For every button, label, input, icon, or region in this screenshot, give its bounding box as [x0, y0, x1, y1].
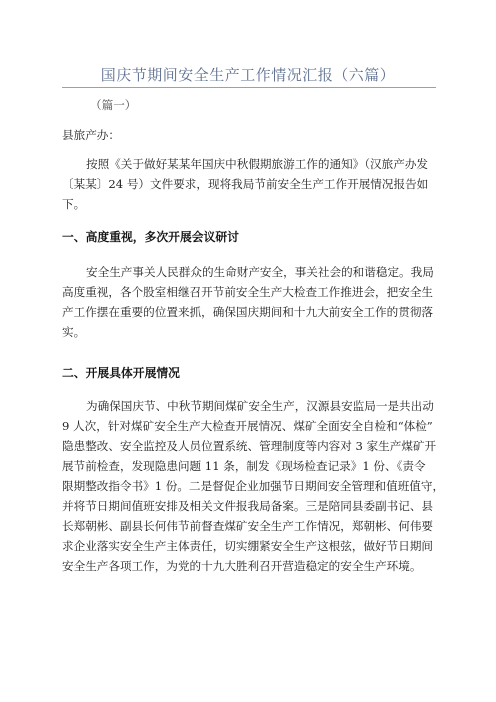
section-heading: 二、开展具体开展情况 — [62, 366, 180, 380]
title-divider — [62, 87, 436, 88]
intro-line: 〔某某〕24 号）文件要求，现将我局节前安全生产工作开展情况报告如 — [62, 177, 429, 191]
paragraph-line: 隐患整改、安全监控及人员位置系统、管理制度等内容对 3 家生产煤矿开 — [62, 439, 437, 453]
paragraph-line: 求企业落实安全生产主体责任，切实绷紧安全生产这根弦，做好节日期间 — [62, 539, 434, 553]
paragraph-line: 高度重视，各个股室相继召开节前安全生产大检查工作推进会，把安全生 — [62, 285, 434, 299]
paragraph-line: 限期整改指令书》1 份。二是督促企业加强节日期间安全管理和值班值守， — [62, 479, 445, 493]
intro-line: 下。 — [62, 197, 86, 211]
paragraph-line: 为确保国庆节、中秋节期间煤矿安全生产，汉源县安监局一是共出动 — [86, 399, 434, 413]
salutation: 县旅产办： — [62, 128, 120, 142]
part-label: （篇一） — [90, 98, 137, 112]
intro-line: 按照《关于做好某某年国庆中秋假期旅游工作的通知》（汉旅产办发 — [86, 157, 429, 171]
paragraph-line: 并将节日期间值班安排及相关文件报我局备案。三是陪同县委副书记、县 — [62, 499, 434, 513]
paragraph-line: 安全生产事关人民群众的生命财产安全，事关社会的和谐稳定。我局 — [86, 265, 434, 279]
section-heading: 一、高度重视，多次开展会议研讨 — [62, 230, 239, 244]
paragraph-line: 长郑朝彬、副县长何伟节前督查煤矿安全生产工作情况，郑朝彬、何伟要 — [62, 519, 434, 533]
paragraph-line: 展节前检查，发现隐患问题 11 条，制发《现场检查记录》1 份、《责令 — [62, 459, 426, 473]
paragraph-line: 产工作摆在重要的位置来抓，确保国庆期间和十九大前安全工作的贯彻落 — [62, 305, 434, 319]
paragraph-line: 实。 — [62, 325, 86, 339]
document-title: 国庆节期间安全生产工作情况汇报（六篇） — [100, 66, 396, 84]
paragraph-line: 安全生产各项工作，为党的十九大胜利召开营造稳定的安全生产环境。 — [62, 559, 422, 573]
paragraph-line: 9 人次，针对煤矿安全生产大检查开展情况、煤矿全面安全自检和“体检” — [62, 419, 433, 433]
